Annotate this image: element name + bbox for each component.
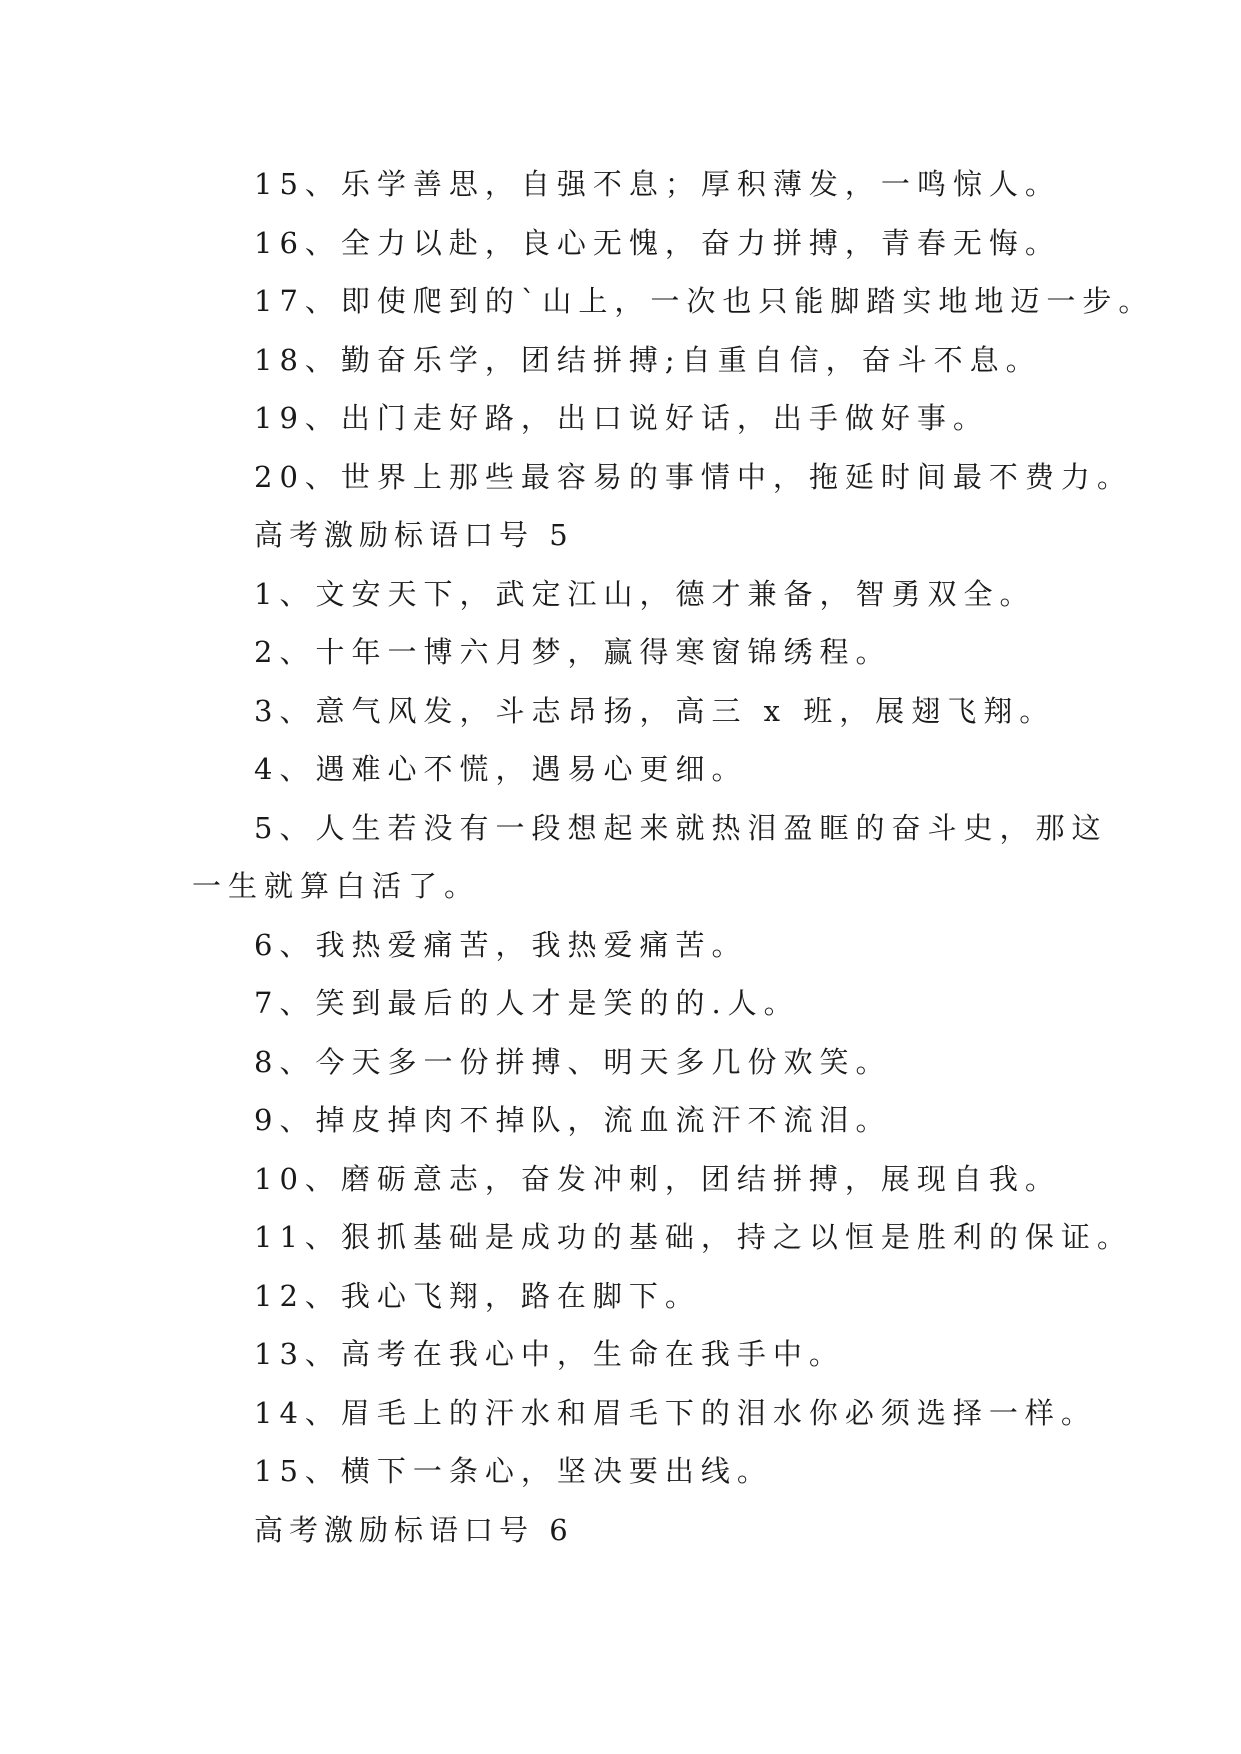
slogan-line: 7、笑到最后的人才是笑的的.人。 [254,986,800,1020]
slogan-line: 12、我心飞翔，路在脚下。 [254,1278,701,1313]
slogan-line: 3、意气风发，斗志昂扬，高三 x 班，展翅飞翔。 [254,693,1056,728]
slogan-line: 15、乐学善思，自强不息；厚积薄发，一鸣惊人。 [254,167,1061,201]
slogan-line: 15、横下一条心，坚决要出线。 [254,1454,773,1488]
slogan-line: 10、磨砺意志，奋发冲刺，团结拼搏，展现自我。 [254,1161,1061,1196]
slogan-line: 2、十年一博六月梦，赢得寒窗锦绣程。 [254,635,892,669]
slogan-line: 5、人生若没有一段想起来就热泪盈眶的奋斗史，那这 [254,810,1108,845]
slogan-line: 14、眉毛上的汗水和眉毛下的泪水你必须选择一样。 [254,1395,1097,1430]
slogan-line: 20、世界上那些最容易的事情中，拖延时间最不费力。 [254,459,1133,494]
slogan-line: 16、全力以赴，良心无愧，奋力拼搏，青春无悔。 [254,225,1061,260]
slogan-line-continuation: 一生就算白活了。 [192,869,481,903]
slogan-line: 11、狠抓基础是成功的基础，持之以恒是胜利的保证。 [254,1220,1133,1254]
document-body [192,155,1155,1559]
section-heading: 高考激励标语口号 5 [254,518,574,552]
slogan-line: 6、我热爱痛苦，我热爱痛苦。 [254,927,748,962]
slogan-line: 4、遇难心不慌，遇易心更细。 [254,752,748,786]
slogan-line: 18、勤奋乐学，团结拼搏;自重自信，奋斗不息。 [254,342,1042,377]
slogan-line: 19、出门走好路，出口说好话，出手做好事。 [254,401,989,435]
slogan-line: 13、高考在我心中，生命在我手中。 [254,1337,845,1371]
section-heading: 高考激励标语口号 6 [254,1512,574,1547]
slogan-line: 1、文安天下，武定江山，德才兼备，智勇双全。 [254,576,1036,611]
slogan-line: 8、今天多一份拼搏、明天多几份欢笑。 [254,1044,892,1079]
slogan-line: 9、掉皮掉肉不掉队，流血流汗不流泪。 [254,1103,892,1137]
slogan-line: 17、即使爬到的`山上，一次也只能脚踏实地地迈一步。 [254,284,1155,318]
